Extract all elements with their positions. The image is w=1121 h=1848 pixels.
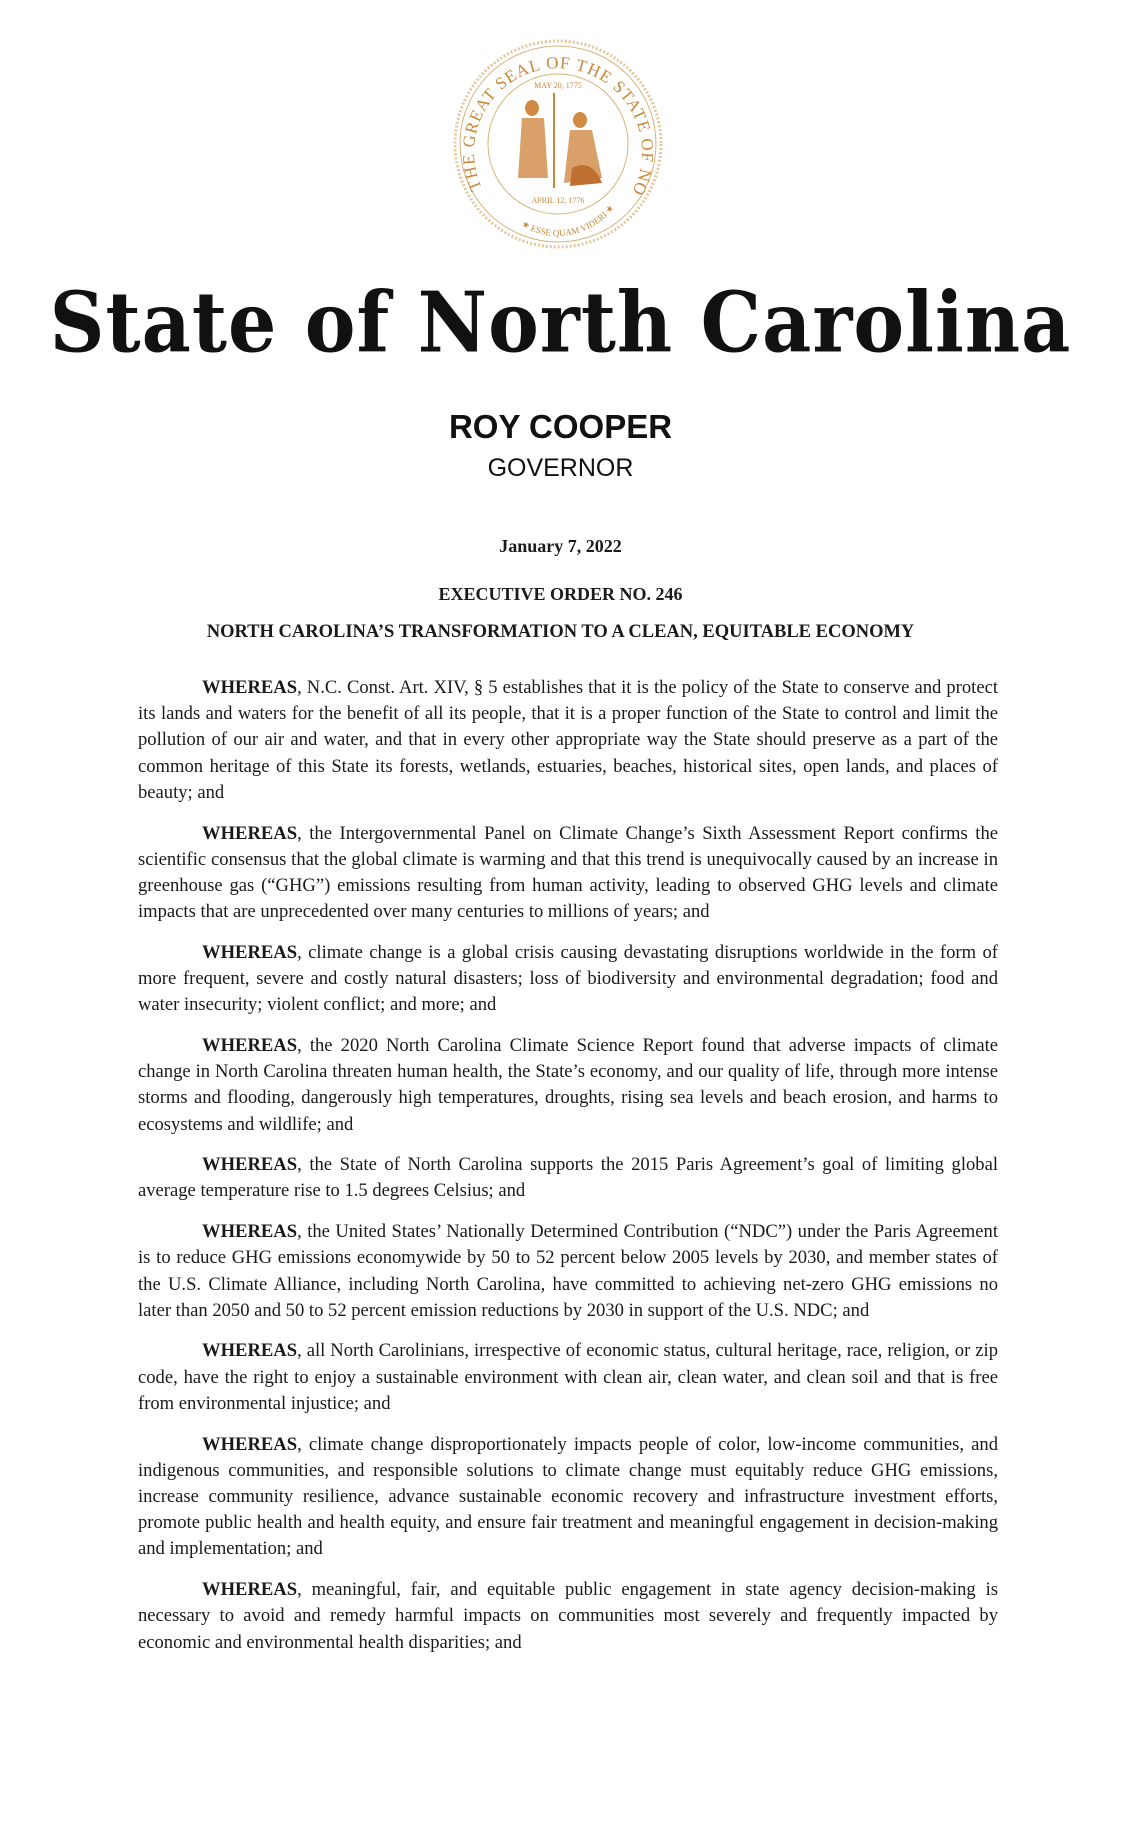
whereas-paragraph <box>138 1219 998 1324</box>
whereas-lead: WHEREAS <box>202 1433 298 1455</box>
paragraph-text: , climate change disproportionately impacts people of color, low-income communities, and indigenous communities, and responsible solutions to climate change must equitably reduce GHG emissions, increase community resilience, advance sustainable economic recovery and infrastructure investment efforts, promote public health and health equity, and ensure fair treatment and meaningful engagement in decision-making and implementation; and <box>138 1433 998 1560</box>
whereas-paragraph <box>138 675 998 806</box>
governor-title: GOVERNOR <box>487 454 634 482</box>
paragraph-text: , N.C. Const. Art. XIV, § 5 establishes that it is the policy of the State to conserve and protect its lands and waters for the benefit of all its people, that it is a proper function of the State to control and limit the pollution of our air and water, and that in every other appropriate way the State should preserve as a part of the common heritage of this State its forests, wetlands, estuaries, beaches, historical sites, open lands, and places of beauty; and <box>138 677 998 803</box>
paragraph-text: , all North Carolinians, irrespective of economic status, cultural heritage, race, religion, or zip code, have the right to enjoy a sustainable environment with clean air, clean water, and clean soil and that is free from environmental injustice; and <box>138 1340 998 1414</box>
whereas-lead: WHEREAS <box>202 1221 298 1243</box>
whereas-lead: WHEREAS <box>202 822 298 844</box>
seal-icon <box>452 38 664 250</box>
svg-text:MAY 20, 1775: MAY 20, 1775 <box>534 81 582 90</box>
paragraph-text: , the Intergovernmental Panel on Climate Change’s Sixth Assessment Report confirms the scientific consensus that the global climate is warming and that this trend is unequivocally caused by an increase in greenhouse gas (“GHG”) emissions resulting from human activity, leading to observed GHG levels and climate impacts that are unprecedented over many centuries to millions of years; and <box>138 822 998 923</box>
great-seal-of-north-carolina <box>452 38 664 250</box>
svg-text:THE GREAT SEAL OF THE STATE OF: THE GREAT SEAL OF THE STATE OF NO <box>458 53 658 199</box>
whereas-paragraph <box>138 821 998 926</box>
order-date: January 7, 2022 <box>499 536 622 556</box>
paragraph-text: , climate change is a global crisis causing devastating disruptions worldwide in the form of more frequent, severe and costly natural disasters; loss of biodiversity and environmental degradation; food and water insecurity; violent conflict; and more; and <box>138 941 998 1016</box>
whereas-paragraph <box>138 1432 998 1563</box>
paragraph-text: , the United States’ Nationally Determined Contribution (“NDC”) under the Paris Agreement is to reduce GHG emissions economywide by 50 to 52 percent below 2005 levels by 2030, and member states of the U.S. Climate Alliance, including North Carolina, have committed to achieving net-zero GHG emissions no later than 2050 and 50 to 52 percent emission reductions by 2030 in support of the U.S. NDC; and <box>138 1221 998 1321</box>
paragraph-text: , meaningful, fair, and equitable public engagement in state agency decision-making is necessary to avoid and remedy harmful impacts on communities most severely and frequently impacted by economic and environmental health disparities; and <box>138 1579 998 1653</box>
whereas-paragraph <box>138 1152 998 1204</box>
masthead-title: State of North Carolina <box>49 273 1072 372</box>
svg-text:★ ESSE QUAM VIDERI ★: ★ ESSE QUAM VIDERI ★ <box>520 202 616 239</box>
governor-name: ROY COOPER <box>448 408 673 445</box>
svg-text:APRIL 12, 1776: APRIL 12, 1776 <box>531 196 585 205</box>
whereas-lead: WHEREAS <box>202 1340 298 1362</box>
order-number: EXECUTIVE ORDER NO. 246 <box>438 584 683 604</box>
order-title: NORTH CAROLINA’S TRANSFORMATION TO A CLEAN, EQUITABLE ECONOMY <box>206 622 915 642</box>
whereas-paragraph <box>138 940 998 1019</box>
whereas-paragraph <box>138 1033 998 1138</box>
paragraph-text: , the 2020 North Carolina Climate Science Report found that adverse impacts of climate change in North Carolina threaten human health, the State’s economy, and our quality of life, through more intense storms and flooding, dangerously high temperatures, droughts, rising sea levels and beach erosion, and harms to ecosystems and wildlife; and <box>138 1034 998 1135</box>
whereas-lead: WHEREAS <box>202 1154 298 1176</box>
paragraph-text: , the State of North Carolina supports the 2015 Paris Agreement’s goal of limiting global average temperature rise to 1.5 degrees Celsius; and <box>138 1154 998 1202</box>
order-body <box>138 675 998 1670</box>
whereas-lead: WHEREAS <box>202 941 298 963</box>
whereas-lead: WHEREAS <box>202 677 298 698</box>
whereas-paragraph <box>138 1577 998 1656</box>
whereas-lead: WHEREAS <box>202 1034 298 1056</box>
whereas-lead: WHEREAS <box>202 1579 298 1601</box>
whereas-paragraph <box>138 1338 998 1417</box>
